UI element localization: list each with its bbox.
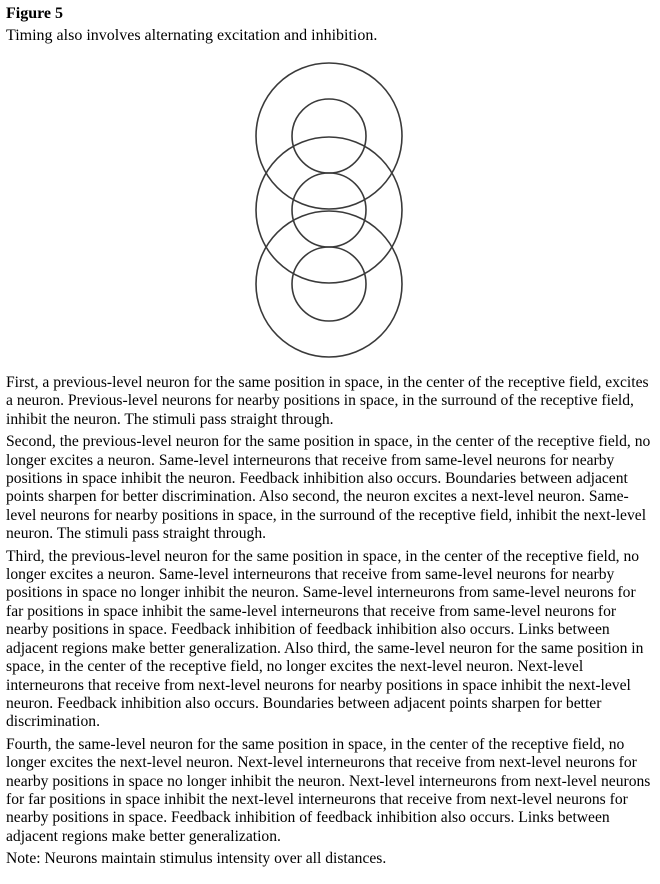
surround-ring-2 xyxy=(256,137,402,283)
center-ring-1 xyxy=(292,99,366,173)
center-ring-2 xyxy=(292,173,366,247)
center-ring-3 xyxy=(292,247,366,321)
note-text: Note: Neurons maintain stimulus intensity over all distances. xyxy=(6,850,387,868)
paragraph-second: Second, the previous-level neuron for the same position in space, in the center of the receptive field, no longer excites a neuron. Same-level interneurons that receive from same-level neurons for nearby positions in space inhibit the neuron. Feedback inhibition also occurs. Boundaries between adjacent points sharpen for better discrimination. Also second, the neuron excites a next-level neuron. Same-level neurons for nearby positions in space, in the surround of the receptive field, inhibit the next-level neuron. The stimuli pass straight through. xyxy=(6,433,651,543)
receptive-field-rings-diagram xyxy=(6,54,654,366)
surround-ring-1 xyxy=(256,63,402,209)
paragraph-fourth: Fourth, the same-level neuron for the same position in space, in the center of the receptive field, no longer excites the next-level neuron. Next-level interneurons that receive from next-level neurons for nearby positions in space no longer inhibit the neuron. Next-level interneurons from next-level neurons for far positions in space inhibit the next-level interneurons that receive from next-level neurons for nearby positions in space. Feedback inhibition of feedback inhibition also occurs. Links between adjacent regions make better generalization. xyxy=(6,735,651,845)
paragraph-third: Third, the previous-level neuron for the same position in space, in the center of the receptive field, no longer excites a neuron. Same-level interneurons that receive from same-level neurons for nearby positions in space no longer inhibit the neuron. Same-level interneurons from same-level neurons for far positions in space inhibit the same-level interneurons that receive from same-level neurons for nearby positions in space. Feedback inhibition of feedback inhibition also occurs. Links between adjacent regions make better generalization. Also third, the same-level neuron for the same position in space, in the center of the receptive field, no longer excites the next-level neuron. Next-level interneurons that receive from next-level neurons for nearby positions in space inhibit the next-level neuron. Feedback inhibition also occurs. Boundaries between adjacent points sharpen for better discrimination. xyxy=(6,547,644,731)
figure-diagram xyxy=(6,54,654,366)
surround-ring-3 xyxy=(256,211,402,357)
figure-caption: Timing also involves alternating excitation and inhibition. xyxy=(6,27,378,44)
paragraph-first: First, a previous-level neuron for the same position in space, in the center of the receptive field, excites a neuron. Previous-level neurons for nearby positions in space, in the surround of the receptive field, inhibit the neuron. The stimuli pass straight through. xyxy=(6,374,649,428)
figure-title: Figure 5 xyxy=(6,5,64,22)
